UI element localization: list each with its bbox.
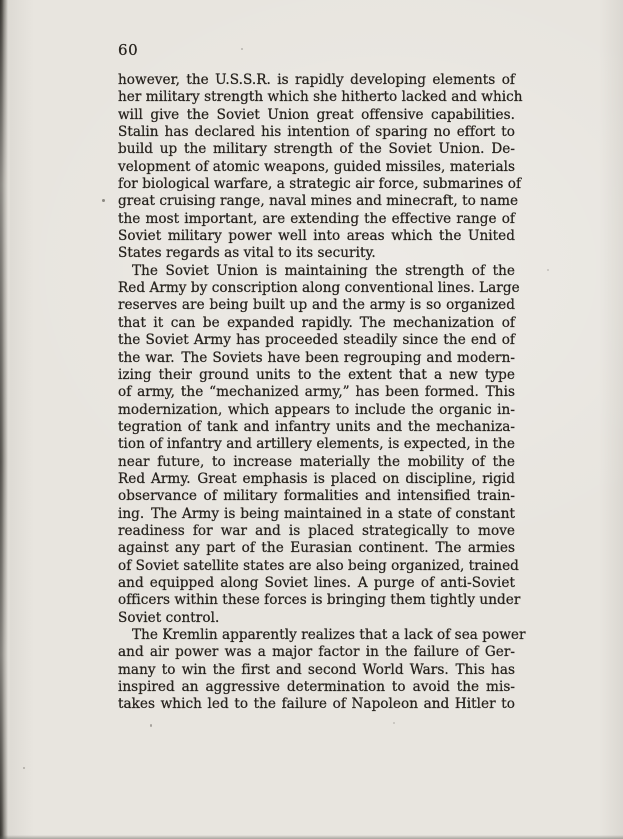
text-line: and equipped along Soviet lines. A purge of anti-Soviet — [118, 574, 515, 591]
text-line: Soviet control. — [118, 609, 220, 626]
text-line: of Soviet satellite states are also being organized, trained — [118, 557, 519, 574]
text-line: tegration of tank and infantry units and the mechaniza- — [118, 418, 515, 435]
text-line: and air power was a major factor in the failure of Ger- — [118, 644, 515, 661]
text-line: reserves are being built up and the army is so organized — [118, 297, 515, 314]
text-line: many to win the first and second World Wars. This has — [118, 661, 515, 678]
text-line: Red Army by conscription along conventional lines. Large — [118, 280, 520, 297]
text-line: will give the Soviet Union great offensive capabilities. — [118, 106, 515, 123]
scan-speck — [241, 48, 243, 50]
text-line: Stalin has declared his intention of sparing no effort to — [118, 124, 515, 141]
scan-speck — [23, 767, 25, 769]
text-line: tion of infantry and artillery elements, is expected, in the — [118, 436, 515, 453]
text-line: officers within these forces is bringing them tightly under — [118, 592, 521, 609]
text-line: States regards as vital to its security. — [118, 245, 376, 262]
text-line: however, the U.S.S.R. is rapidly developing elements of — [118, 72, 515, 88]
text-line: inspired an aggressive determination to avoid the mis- — [118, 679, 515, 696]
page-number: 60 — [118, 41, 139, 59]
text-line: velopment of atomic weapons, guided missiles, materials — [118, 158, 515, 175]
text-line: takes which led to the failure of Napoleon and Hitler to — [118, 696, 515, 713]
text-line: that it can be expanded rapidly. The mechanization of — [118, 314, 515, 331]
text-line: izing their ground units to the extent that a new type — [118, 366, 515, 383]
paragraph-2 — [118, 262, 521, 627]
scan-speck — [150, 724, 152, 727]
text-line: her military strength which she hitherto lacked and which — [118, 89, 523, 106]
text-line: The Kremlin apparently realizes that a lack of sea power — [132, 627, 526, 643]
text-line: observance of military formalities and intensified train- — [118, 488, 515, 505]
text-line: near future, to increase materially the mobility of the — [118, 453, 515, 470]
text-line: great cruising range, naval mines and minecraft, to name — [118, 193, 519, 210]
text-line: readiness for war and is placed strategically to move — [118, 522, 515, 539]
text-line: for biological warfare, a strategic air force, submarines of — [118, 176, 522, 193]
scan-speck — [547, 269, 549, 271]
binding-edge-shadow — [0, 0, 10, 839]
text-line: Red Army. Great emphasis is placed on discipline, rigid — [118, 470, 515, 487]
text-line: the war. The Soviets have been regrouping and modern- — [118, 349, 515, 366]
page-bottom-edge-shadow — [0, 835, 623, 839]
text-line: against any part of the Eurasian continent. The armies — [118, 540, 515, 557]
paragraph-3 — [118, 627, 526, 714]
page-text — [118, 72, 526, 714]
text-line: modernization, which appears to include the organic in- — [118, 401, 515, 418]
text-line: The Soviet Union is maintaining the strength of the — [132, 262, 515, 279]
scan-speck — [393, 722, 395, 724]
scan-speck — [102, 199, 105, 202]
text-line: of army, the “mechanized army,” has been formed. This — [118, 384, 515, 401]
text-line: the most important, are extending the effective range of — [118, 210, 515, 227]
text-line: ing. The Army is being maintained in a state of constant — [118, 505, 515, 522]
text-line: the Soviet Army has proceeded steadily since the end of — [118, 332, 515, 349]
text-line: build up the military strength of the Soviet Union. De- — [118, 141, 515, 158]
text-line: Soviet military power well into areas which the United — [118, 228, 515, 245]
paragraph-1 — [118, 72, 523, 263]
